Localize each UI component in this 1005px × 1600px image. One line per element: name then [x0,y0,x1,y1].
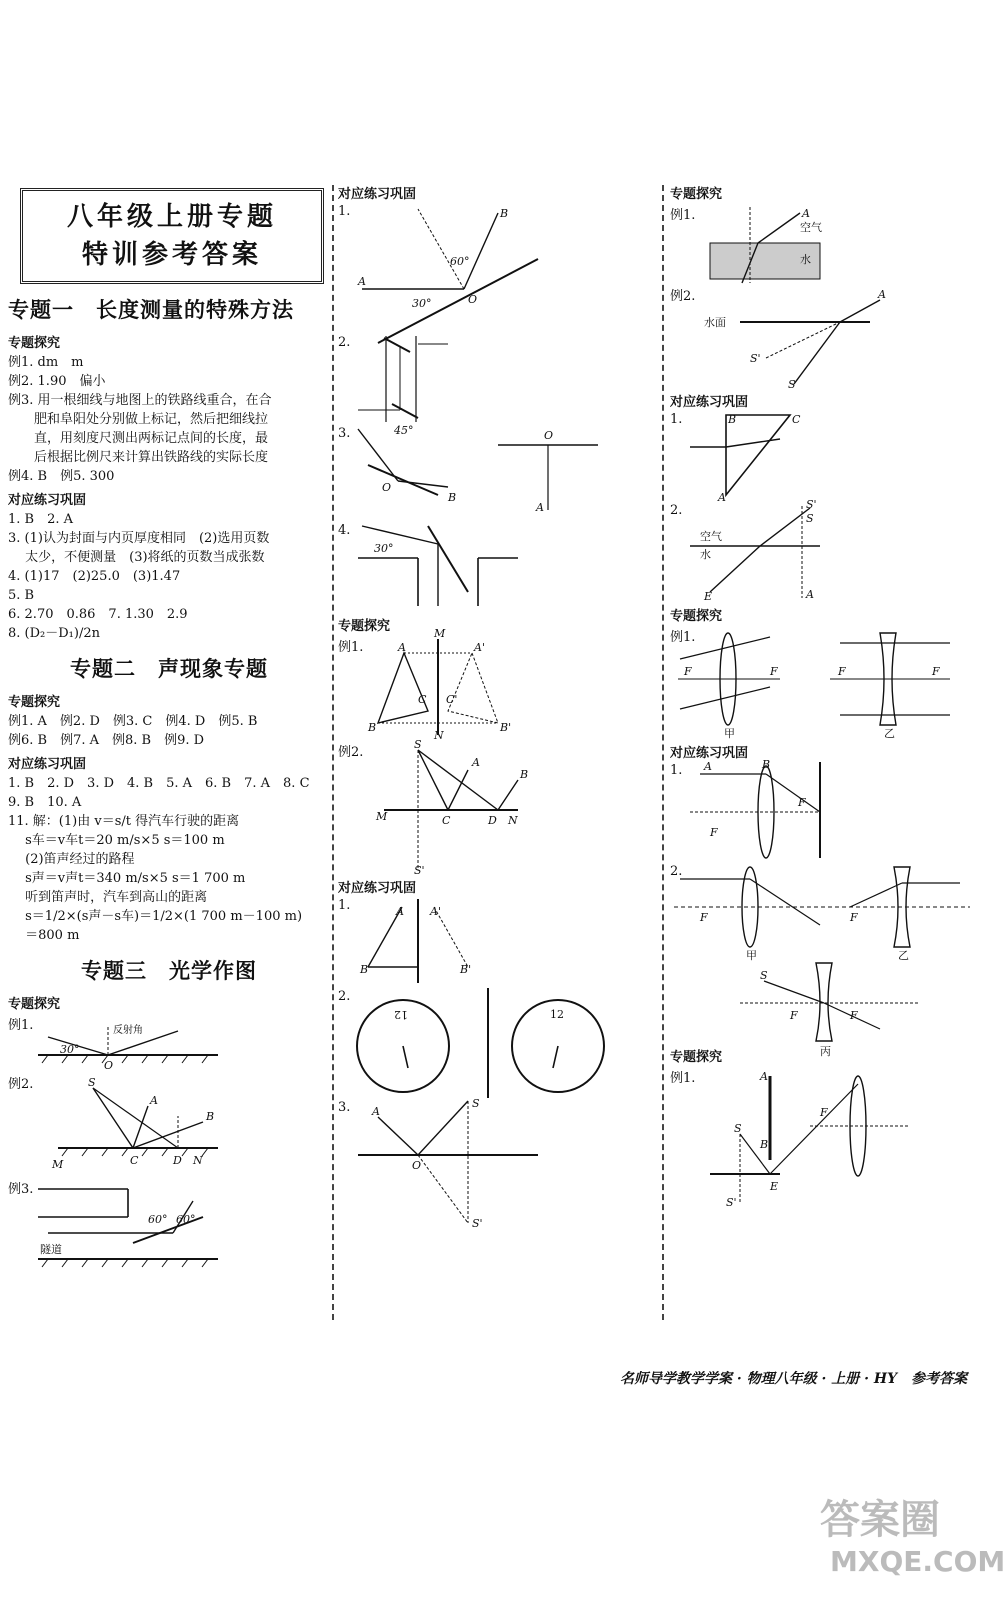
answer-line: 例2. 1.90 偏小 [8,374,106,389]
jia-label: 甲 [724,727,735,740]
explore-label: 专题探究 [670,609,723,624]
explore-label: 专题探究 [338,619,391,634]
item-label: 2. [670,503,683,518]
mirror-figure-3 [338,425,648,521]
title-line2: 特训参考答案 [81,240,262,270]
svg-text:F: F [850,911,858,924]
item-label: 2. [338,989,351,1004]
clock-figure [338,988,648,1098]
svg-text:B': B' [500,721,512,734]
item-label: 2. [670,864,683,879]
svg-text:A: A [358,275,366,288]
page-footer: 名师导学教学学案 · 物理八年级 · 上册 · HY 参考答案 [620,1371,968,1387]
svg-text:F: F [932,665,940,678]
answer-line: ＝800 m [8,928,80,943]
water-surface-label: 水面 [704,316,726,329]
practice-label: 对应练习巩固 [338,881,417,896]
answer-line: (2)笛声经过的路程 [8,852,135,867]
air-label: 空气 [700,530,722,543]
topic1-heading: 专题一 长度测量的特殊方法 [8,297,294,322]
svg-text:B: B [762,758,771,771]
svg-text:O: O [412,1159,422,1172]
clock-number: 12 [394,1008,408,1021]
item-label: 2. [338,335,351,350]
svg-text:D: D [488,814,497,827]
item-label: 1. [338,204,351,219]
svg-text:S': S' [414,864,425,877]
item-label: 3. [338,1100,351,1115]
example-label: 例1. [670,208,696,223]
svg-text:A': A' [430,905,441,918]
example-label: 例1. [670,630,696,645]
watermark-logo: 答案圈 [820,1497,940,1543]
jia-label: 甲 [746,949,757,962]
answer-line: 1. B 2. A [8,512,74,527]
topic2-explore-label: 专题探究 [8,695,61,710]
reflect-label: 反射角 [113,1025,143,1036]
svg-text:A: A [536,501,544,514]
svg-text:S: S [472,1097,480,1110]
example-label: 例1. [338,640,364,655]
mirror-figure-1 [338,203,648,333]
svg-text:B': B' [460,963,472,976]
answer-line: 例4. B 例5. 300 [8,469,115,484]
watermark-url: MXQE.COM [830,1545,1005,1578]
lens-mirror-figure [670,1070,980,1210]
answer-line: s声＝v声t＝340 m/s×5 s＝1 700 m [8,871,246,886]
svg-text:B: B [760,1138,769,1151]
lens-figure-2 [670,758,980,862]
answer-line: 肥和阜阳处分别做上标记，然后把细线拉 [8,412,269,427]
svg-text:S: S [414,738,422,751]
mirror-figure-6 [338,1099,648,1229]
explore-label: 专题探究 [670,187,723,202]
svg-text:B: B [728,413,737,426]
svg-text:S': S' [750,352,761,365]
svg-text:M: M [52,1158,64,1171]
angle-label: 30° [60,1043,80,1056]
example-label: 例1. [8,1018,34,1033]
svg-text:F: F [790,1009,798,1022]
topic1-practice-label: 对应练习巩固 [8,493,87,508]
explore-label: 专题探究 [670,1050,723,1065]
svg-text:B: B [206,1110,215,1123]
example-label: 例1. [670,1071,696,1086]
column-left [8,180,330,1276]
topic3-explore-label: 专题探究 [8,997,61,1012]
topic2-practice-label: 对应练习巩固 [8,757,87,772]
example-label: 例2. [8,1077,34,1092]
item-label: 1. [670,763,683,778]
svg-text:F: F [838,665,846,678]
answer-line: 8. (D₂－D₁)/2n [8,626,100,641]
svg-text:N: N [508,814,518,827]
practice-label: 对应练习巩固 [670,746,749,761]
svg-text:A: A [398,641,406,654]
svg-text:E: E [770,1180,779,1193]
column-divider [332,185,334,1320]
topic1-explore-label: 专题探究 [8,336,61,351]
answer-line: 11. 解：(1)由 v＝s/t 得汽车行驶的距离 [8,814,240,829]
svg-text:N: N [434,729,444,742]
reflection-figure-1 [8,1017,308,1071]
svg-text:A: A [760,1070,768,1083]
svg-text:C: C [792,413,801,426]
practice-label: 对应练习巩固 [338,187,417,202]
svg-text:B: B [500,207,509,220]
svg-text:F: F [850,1009,858,1022]
example-label: 例2. [338,745,364,760]
bing-label: 丙 [820,1045,831,1058]
svg-text:A: A [396,905,404,918]
svg-text:C: C [418,693,427,706]
answer-line: 例1. dm m [8,355,84,370]
column-middle [338,180,656,1229]
svg-text:B: B [368,721,377,734]
svg-text:F: F [798,796,806,809]
title-line1: 八年级上册专题 [66,202,277,232]
plane-mirror-image-figure [338,627,648,742]
svg-text:A: A [472,756,480,769]
water-label: 水 [700,548,711,561]
angle-label: 60° [148,1213,168,1226]
answer-line: 太少，不便测量 (3)将纸的页数当成张数 [8,550,265,565]
item-label: 1. [338,898,351,913]
refraction-figure-1 [670,207,980,283]
svg-text:S: S [806,512,814,525]
practice-label: 对应练习巩固 [670,395,749,410]
lens-figure-1 [670,629,980,739]
svg-text:M: M [376,810,388,823]
title-box [20,188,324,284]
periscope-figure [338,334,648,437]
yi-label: 乙 [884,727,895,740]
answer-line: s＝1/2×(s声－s车)＝1/2×(1 700 m－100 m) [8,909,303,924]
svg-text:A: A [806,588,814,601]
refraction-figure-3 [670,498,980,603]
svg-text:F: F [684,665,692,678]
svg-text:O: O [382,481,392,494]
svg-text:F: F [820,1106,828,1119]
answer-line: 例3. 用一根细线与地图上的铁路线重合，在合 [8,393,272,408]
svg-text:B: B [360,963,369,976]
topic3-heading: 专题三 光学作图 [81,958,257,983]
svg-text:S: S [788,378,796,391]
svg-text:O: O [544,429,554,442]
answer-line: 例6. B 例7. A 例8. B 例9. D [8,733,205,748]
tunnel-label: 隧道 [40,1243,62,1256]
svg-text:A: A [150,1094,158,1107]
svg-text:S: S [734,1122,742,1135]
svg-text:N: N [193,1154,203,1167]
water-label: 水 [800,253,811,266]
air-label: 空气 [800,221,822,234]
answer-line: 3. (1)认为封面与内页厚度相同 (2)选用页数 [8,531,270,546]
tunnel-figure [8,1181,308,1276]
svg-text:S: S [88,1076,96,1089]
svg-text:A': A' [474,641,485,654]
svg-text:O: O [468,293,478,306]
svg-text:30°: 30° [374,542,394,555]
example-label: 例3. [8,1182,34,1197]
mirror-figure-4 [338,522,648,612]
prism-figure [670,411,980,504]
svg-text:F: F [700,911,708,924]
topic2-heading: 专题二 声现象专题 [70,656,268,681]
svg-text:C': C' [446,693,458,706]
answer-line: 9. B 10. A [8,795,82,810]
svg-text:C: C [130,1154,139,1167]
svg-text:A: A [704,760,712,773]
svg-text:S': S' [806,498,817,511]
svg-text:F: F [770,665,778,678]
svg-text:60°: 60° [450,255,470,268]
mirror-image-figure-2 [338,738,648,877]
answer-line: 4. (1)17 (2)25.0 (3)1.47 [8,569,181,584]
svg-text:S': S' [726,1196,737,1209]
angle-label: 60° [176,1213,196,1226]
svg-text:A: A [802,207,810,220]
answer-line: 5. B [8,588,35,603]
answer-line: 例1. A 例2. D 例3. C 例4. D 例5. B [8,714,258,729]
item-label: 3. [338,426,351,441]
answer-line: s车＝v车t＝20 m/s×5 s＝100 m [8,833,225,848]
svg-text:45°: 45° [394,424,414,437]
answer-line: 1. B 2. D 3. D 4. B 5. A 6. B 7. A 8. C [8,776,310,791]
answer-line: 6. 2.70 0.86 7. 1.30 2.9 [8,607,188,622]
yi-label: 乙 [898,949,909,962]
example-label: 例2. [670,289,696,304]
item-label: 4. [338,523,351,538]
svg-text:B: B [520,768,529,781]
svg-text:O: O [104,1059,114,1072]
reflection-figure-2 [8,1076,308,1176]
svg-text:A: A [372,1105,380,1118]
item-label: 1. [670,412,683,427]
svg-text:A: A [878,288,886,301]
column-right [670,180,990,1210]
clock-number: 12 [550,1008,564,1021]
column-divider [662,185,664,1320]
svg-text:M: M [434,627,446,640]
svg-text:S': S' [472,1217,483,1230]
svg-text:A: A [718,491,726,504]
svg-text:D: D [173,1154,182,1167]
svg-text:E: E [704,590,713,603]
answer-line: 后根据比例尺来计算出铁路线的实际长度 [8,450,269,465]
answer-line: 听到笛声时，汽车到高山的距离 [8,890,208,905]
svg-text:C: C [442,814,451,827]
svg-text:S: S [760,969,768,982]
refraction-figure-2 [670,288,980,391]
svg-text:30°: 30° [412,297,432,310]
svg-text:F: F [710,826,718,839]
answer-line: 直，用刻度尺测出两标记点间的长度，最 [8,431,269,446]
svg-text:B: B [448,491,457,504]
mirror-figure-5 [338,897,648,987]
